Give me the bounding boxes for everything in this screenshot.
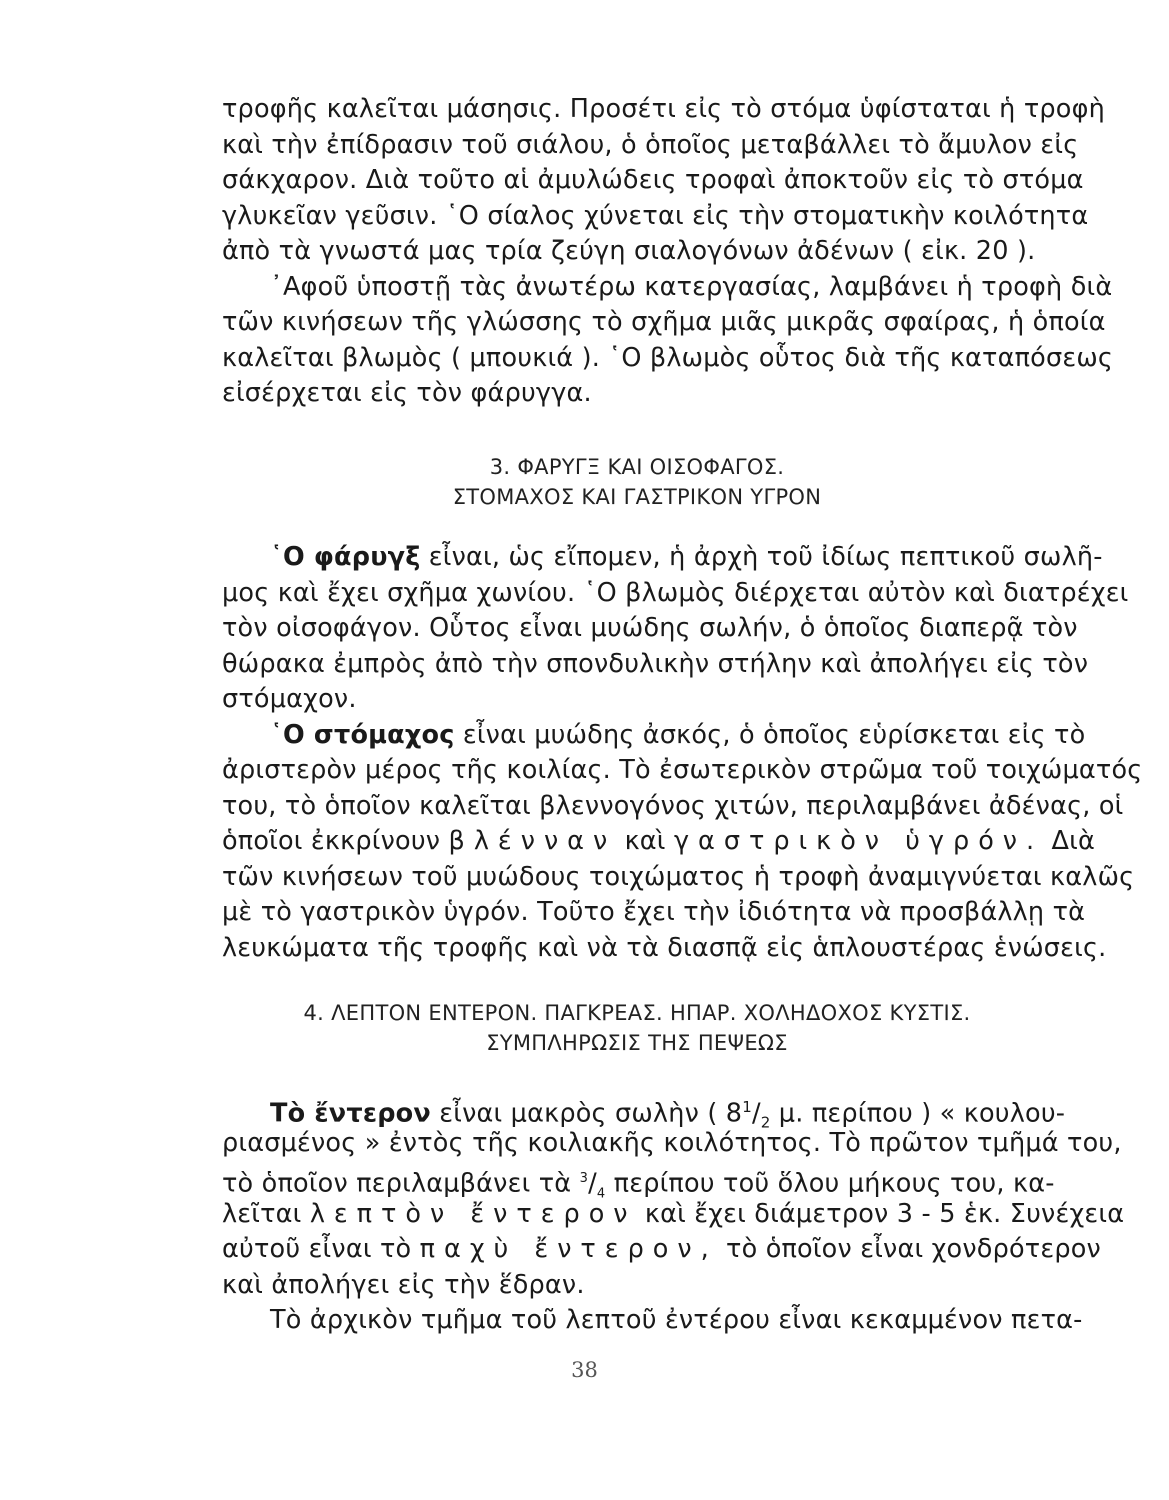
text-run: λεῖται [222, 1198, 302, 1229]
text-run: αὐτοῦ εἶναι τὸ [222, 1234, 412, 1264]
section-heading-4 [222, 998, 1052, 1058]
term-intestine: Τὸ ἔντερον [270, 1098, 431, 1129]
text-line [222, 1232, 1101, 1268]
text-line: τῶν κινήσεων τῆς γλώσσης τὸ σχῆμα μιᾶς μικρᾶς σφαίρας, ἡ ὁποία [222, 307, 1106, 337]
text-line: θώρακα ἐμπρὸς ἀπὸ τὴν σπονδυλικὴν στήλην καὶ ἀπολήγει εἰς τὸν [222, 648, 1089, 679]
fraction-numerator: 1 [742, 1098, 752, 1116]
text-line [222, 824, 1095, 860]
fraction-slash: / [588, 1168, 597, 1199]
term-stomach: ῾Ο στόμαχος [270, 719, 455, 750]
text-line [222, 1197, 1125, 1233]
text-run: περίπου τοῦ ὅλου μήκους του, κα- [605, 1168, 1055, 1199]
text-line: ἀπὸ τὰ γνωστά μας τρία ζεύγη σιαλογόνων ἀδένων ( εἰκ. 20 ). [222, 236, 1036, 266]
text-line: καὶ τὴν ἐπίδρασιν τοῦ σιάλου, ὁ ὁποῖος μεταβάλλει τὸ ἄμυλον εἰς [222, 129, 1079, 160]
spaced-term-mucus: βλένναν [448, 826, 617, 856]
text-line: καλεῖται βλωμὸς ( μπουκιά ). ῾Ο βλωμὸς οὗτος διὰ τῆς καταπόσεως [222, 342, 1114, 373]
text-line: γλυκεῖαν γεῦσιν. ῾Ο σίαλος χύνεται εἰς τὴν στοματικὴν κοιλότητα [222, 200, 1089, 231]
fraction-slash: / [751, 1098, 761, 1129]
text-line [222, 540, 1103, 576]
spaced-term-large-intestine: παχὺ ἔντερον, [419, 1234, 718, 1264]
text-run: εἶναι μυώδης ἀσκός, ὁ ὁποῖος εὑρίσκεται εἰς τὸ [454, 719, 1086, 750]
text-line: τροφῆς καλεῖται μάσησις. Προσέτι εἰς τὸ στόμα ὑφίσταται ἡ τροφὴ [222, 94, 1105, 124]
fraction-denominator: 2 [760, 1113, 771, 1132]
spaced-term-small-intestine: λεπτὸν ἔντερον [309, 1198, 637, 1229]
text-run: μ. περίπου ) « κουλου- [770, 1098, 1066, 1129]
text-line: στόμαχον. [222, 684, 357, 714]
text-line: Τὸ ἀρχικὸν τμῆμα τοῦ λεπτοῦ ἐντέρου εἶναι κεκαμμένον πετα- [270, 1305, 1083, 1335]
fraction-numerator: 3 [579, 1171, 589, 1186]
heading-line: ΣΤΟΜΑΧΟΣ ΚΑΙ ΓΑΣΤΡΙΚΟΝ ΥΓΡΟΝ [452, 485, 822, 509]
text-run: τὸ ὁποῖον περιλαμβάνει τὰ [222, 1168, 580, 1199]
fraction-denominator: 4 [596, 1186, 606, 1202]
paragraph-pharynx-stomach [222, 540, 1143, 966]
text-line: μος καὶ ἔχει σχῆμα χωνίου. ῾Ο βλωμὸς διέρχεται αὐτὸν καὶ διατρέχει [222, 577, 1129, 608]
text-line: σάκχαρον. Διὰ τοῦτο αἱ ἀμυλώδεις τροφαὶ ἀποκτοῦν εἰς τὸ στόμα [222, 165, 1084, 195]
text-run: εἶναι μακρὸς σωλὴν ( 8 [430, 1098, 743, 1129]
heading-line: 3. ΦΑΡΥΓΞ ΚΑΙ ΟΙΣΟΦΑΓΟΣ. [489, 455, 785, 479]
paragraph-intestine [222, 1090, 1125, 1339]
text-line [222, 1090, 1066, 1132]
text-line: τὸν οἰσοφάγον. Οὗτος εἶναι μυώδης σωλήν, ὁ ὁποῖος διαπερᾷ τὸν [222, 613, 1078, 643]
text-line: καὶ ἀπολήγει εἰς τὴν ἕδραν. [222, 1269, 585, 1300]
text-run: Διὰ [1051, 826, 1095, 856]
section-heading-3 [222, 452, 1052, 512]
text-line: λευκώματα τῆς τροφῆς καὶ νὰ τὰ διασπᾷ εἰς ἁπλουστέρας ἑνώσεις. [222, 932, 1107, 963]
text-line: ριασμένος » ἐντὸς τῆς κοιλιακῆς κοιλότητος. Τὸ πρῶτον τμῆμά του, [222, 1127, 1122, 1158]
text-run: εἶναι, ὡς εἴπομεν, ἡ ἀρχὴ τοῦ ἰδίως πεπτικοῦ σωλῆ- [420, 542, 1103, 572]
heading-line: ΣΥΜΠΛΗΡΩΣΙΣ ΤΗΣ ΠΕΨΕΩΣ [486, 1031, 788, 1055]
text-line: τῶν κινήσεων τοῦ μυώδους τοιχώματος ἡ τροφὴ ἀναμιγνύεται καλῶς [222, 861, 1135, 892]
spaced-term-gastric-juice: γαστρικὸν ὑγρόν. [673, 826, 1044, 856]
text-line: μὲ τὸ γαστρικὸν ὑγρόν. Τοῦτο ἔχει τὴν ἰδιότητα νὰ προσβάλλῃ τὰ [222, 897, 1086, 927]
text-run: ὁποῖοι ἐκκρίνουν [222, 826, 441, 856]
text-run: καὶ ἔχει διάμετρον 3 - 5 ἑκ. Συνέχεια [644, 1198, 1125, 1229]
text-line: του, τὸ ὁποῖον καλεῖται βλεννογόνος χιτών, περιλαμβάνει ἀδένας, οἱ [222, 790, 1124, 821]
text-line [222, 718, 1086, 754]
heading-line: 4. ΛΕΠΤΟΝ ΕΝΤΕΡΟΝ. ΠΑΓΚΡΕΑΣ. ΗΠΑΡ. ΧΟΛΗΔΟΧΟΣ ΚΥΣΤΙΣ. [303, 1001, 971, 1025]
text-line [222, 1161, 1055, 1202]
term-pharynx: ῾Ο φάρυγξ [270, 542, 421, 572]
text-line: ἀριστερὸν μέρος τῆς κοιλίας. Τὸ ἐσωτερικὸν στρῶμα τοῦ τοιχώματός [222, 755, 1143, 785]
text-line: εἰσέρχεται εἰς τὸν φάρυγγα. [222, 378, 592, 408]
page-number: 38 [571, 1358, 598, 1382]
text-run: καὶ [624, 826, 666, 856]
text-line: ᾿Αφοῦ ὑποστῇ τὰς ἀνωτέρω κατεργασίας, λαμβάνει ἡ τροφὴ διὰ [270, 271, 1113, 302]
paragraph-mastication [222, 92, 1114, 412]
text-run: τὸ ὁποῖον εἶναι χονδρότερον [726, 1234, 1101, 1264]
